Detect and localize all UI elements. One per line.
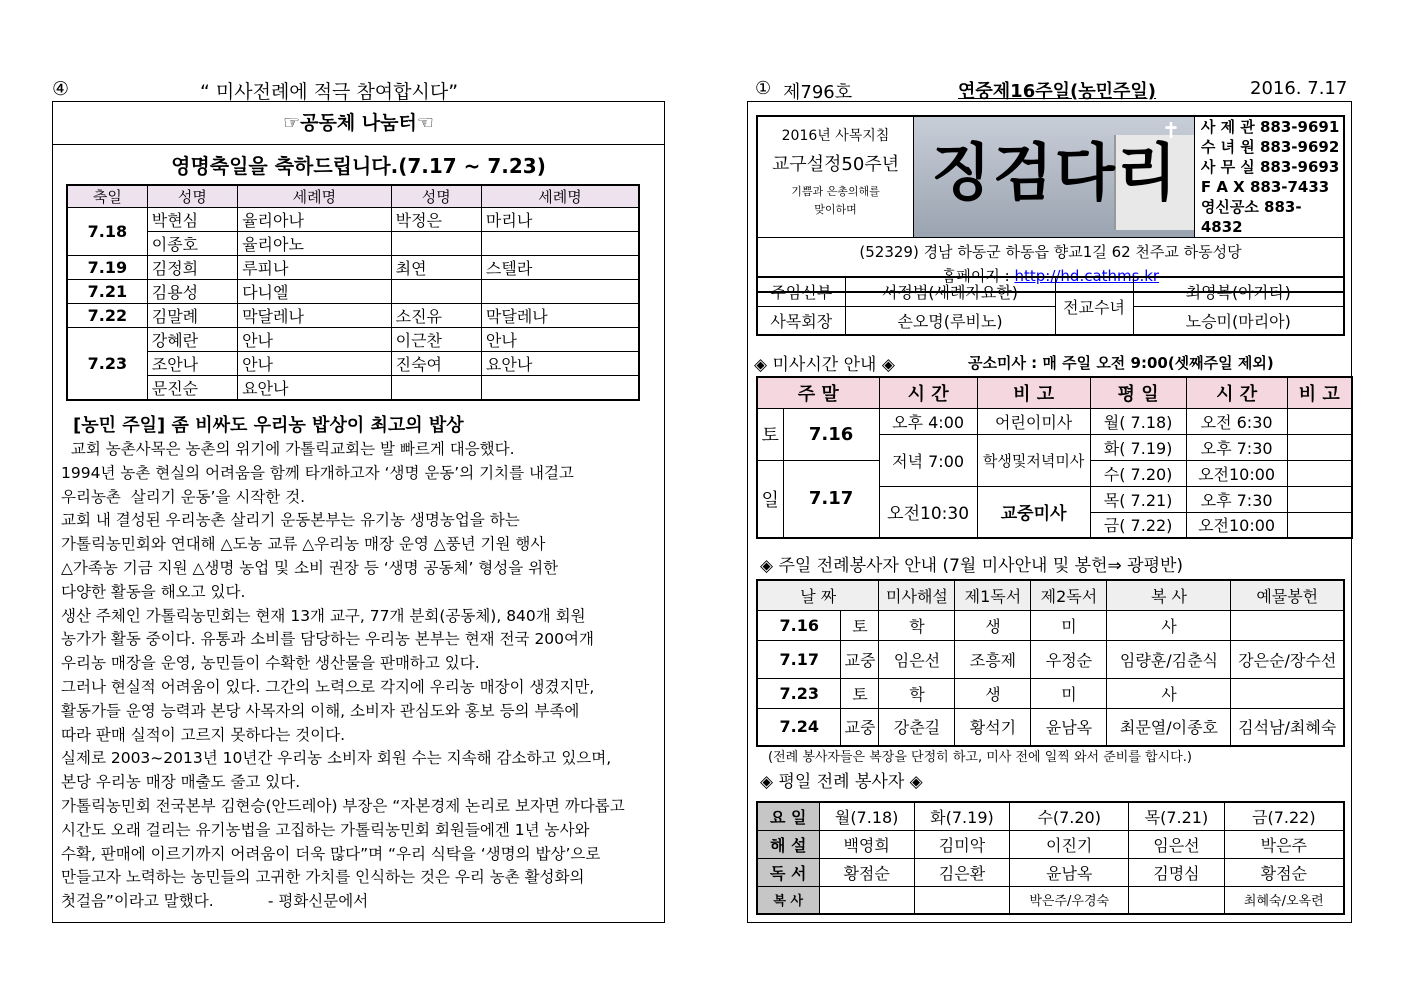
contact-item: 사 제 관 883-9691: [1200, 118, 1340, 136]
weekday-note: [1287, 460, 1352, 486]
serve-row: [757, 640, 1344, 678]
feast-baptismal-name: 스텔라: [481, 256, 639, 280]
mass-time: 오후 4:00: [879, 408, 977, 434]
week-cell: 임은선: [1129, 830, 1224, 858]
feast-name: 이종호: [147, 232, 237, 256]
feast-day-table: [66, 184, 640, 401]
feast-name: [391, 376, 481, 401]
feast-name: 진숙여: [391, 352, 481, 376]
serve-cell: 교중: [841, 640, 879, 678]
right-content-box: [747, 101, 1352, 923]
article-title: [농민 주일] 좀 비싸도 우리농 밥상이 최고의 밥상: [73, 415, 464, 436]
weekday: 목( 7.21): [1090, 486, 1186, 512]
mass-header: 비 고: [1287, 377, 1352, 408]
feast-baptismal-name: [481, 232, 639, 256]
serve-cell: 학: [879, 610, 955, 640]
feast-row: [67, 256, 639, 280]
feast-name: 이근찬: [391, 328, 481, 352]
weekday: 수( 7.20): [1090, 460, 1186, 486]
homepage-label: 홈페이지 :: [941, 267, 1015, 286]
feast-row: [67, 208, 639, 232]
week-row: [757, 802, 1344, 830]
article-body: [61, 438, 663, 914]
serve-header: 날 짜: [757, 580, 879, 610]
serve-header: 예물봉헌: [1231, 580, 1344, 610]
feast-baptismal-name: 마리나: [481, 208, 639, 232]
feast-baptismal-name: 안나: [481, 328, 639, 352]
serve-cell: 생: [955, 678, 1031, 708]
week-cell: [1129, 886, 1224, 914]
feast-name: 강혜란: [147, 328, 237, 352]
weekday-note: [1287, 434, 1352, 460]
serve-cell: 우정순: [1031, 640, 1107, 678]
serve-cell: 교중: [841, 708, 879, 746]
feast-day-title: 영명축일을 축하드립니다.(7.17 ~ 7.23): [171, 154, 546, 178]
pastor-label: 주임신부: [757, 277, 845, 306]
serve-row: [757, 708, 1344, 746]
feast-baptismal-name: [481, 280, 639, 304]
feast-header: 성명: [391, 185, 481, 208]
church-address: (52329) 경남 하동군 하동읍 향교1길 62 천주교 하동성당: [859, 243, 1242, 262]
bulletin-date: 2016. 7.17: [1250, 78, 1348, 99]
issue-number: 제796호: [783, 82, 853, 103]
feast-name: 문진순: [147, 376, 237, 401]
article-line: 수확, 판매에 이르기까지 어려움이 더욱 많다”며 “우리 식탁을 ‘생명의 밥상’으로: [61, 844, 601, 863]
council-name: 손오명(루비노): [845, 306, 1055, 335]
serve-cell: 윤남옥: [1031, 708, 1107, 746]
week-cell: 윤남옥: [1010, 858, 1129, 886]
feast-header: 세례명: [238, 185, 392, 208]
serve-header: 복 사: [1107, 580, 1231, 610]
sunday-servers-heading: ◈ 주일 전례봉사자 안내 (7월 미사안내 및 봉헌⇒ 광평반): [760, 556, 1184, 576]
church-photo-logo: [913, 116, 1194, 238]
weekday-servers-table: [756, 801, 1345, 915]
feast-name: 박현심: [147, 208, 237, 232]
weekday-note: [1287, 512, 1352, 538]
weekday-time: 오후 7:30: [1186, 486, 1287, 512]
feast-header: 축일: [67, 185, 147, 208]
article-line: 우리농촌 살리기 운동’을 시작한 것.: [61, 487, 306, 506]
article-line: 첫걸음”이라고 말했다. - 평화신문에서: [61, 892, 369, 911]
mass-header: 비 고: [977, 377, 1090, 408]
feast-date: 7.23: [67, 328, 147, 401]
week-row-label: 요 일: [757, 802, 819, 830]
article-line: 1994년 농촌 현실의 어려움을 함께 타개하고자 ‘생명 운동’의 기치를 내걸고: [61, 463, 574, 482]
serve-cell: 토: [841, 610, 879, 640]
left-page-number: ④: [52, 78, 70, 100]
feast-row: [67, 328, 639, 352]
serve-cell: 최문열/이종호: [1107, 708, 1231, 746]
weekday: 금( 7.22): [1090, 512, 1186, 538]
serve-table-body: [757, 610, 1344, 746]
article-line: 교회 농촌사목은 농촌의 위기에 가톨릭교회는 발 빠르게 대응했다.: [61, 440, 515, 458]
feast-date: 7.21: [67, 280, 147, 304]
mass-times-table: [756, 376, 1353, 539]
feast-name: 조안나: [147, 352, 237, 376]
bulletin-header: [756, 115, 1345, 293]
article-line: 본당 우리농 매장 매출도 줄고 있다.: [61, 773, 301, 792]
week-cell: [819, 886, 914, 914]
feast-date: 7.18: [67, 208, 147, 256]
weekday-note: [1287, 408, 1352, 434]
week-cell: 수(7.20): [1010, 802, 1129, 830]
feast-name: 김정희: [147, 256, 237, 280]
week-cell: 김미악: [914, 830, 1009, 858]
week-cell: 금(7.22): [1224, 802, 1344, 830]
guideline-theme: 교구설정50주년: [771, 154, 900, 175]
mass-note: 어린이미사: [977, 408, 1090, 434]
feast-name: [391, 232, 481, 256]
feast-row: [67, 232, 639, 256]
week-cell: 황점순: [819, 858, 914, 886]
weekday-time: 오전 6:30: [1186, 408, 1287, 434]
week-row-label: 해 설: [757, 830, 819, 858]
week-cell: 이진기: [1010, 830, 1129, 858]
week-cell: 황점순: [1224, 858, 1344, 886]
feast-baptismal-name: 요안나: [238, 376, 392, 401]
feast-name: [391, 280, 481, 304]
sunday-title: 연중제16주일(농민주일): [958, 81, 1156, 102]
mass-header: 시 간: [879, 377, 977, 408]
serve-cell: 7.17: [757, 640, 841, 678]
contact-item: 사 무 실 883-9693: [1200, 158, 1340, 176]
weekday-servers-heading: ◈ 평일 전례 봉사자 ◈: [760, 772, 923, 792]
sun-date: 7.17: [783, 460, 879, 538]
serve-header: 미사해설: [879, 580, 955, 610]
weekday-time: 오후 7:30: [1186, 434, 1287, 460]
homepage-link[interactable]: http://hd.cathms.kr: [1014, 267, 1160, 286]
serve-cell: 임은선: [879, 640, 955, 678]
feast-row: [67, 376, 639, 401]
serve-cell: 토: [841, 678, 879, 708]
mission-mass-note: 공소미사 : 매 주일 오전 9:00(셋째주일 제외): [968, 354, 1274, 372]
contact-item: 수 녀 원 883-9692: [1200, 138, 1340, 156]
weekday-time: 오전10:00: [1186, 512, 1287, 538]
feast-date: 7.22: [67, 304, 147, 328]
serve-cell: 황석기: [955, 708, 1031, 746]
week-row-label: 복 사: [757, 886, 819, 914]
serve-cell: 학: [879, 678, 955, 708]
left-slogan: “ 미사전례에 적극 참여합시다”: [200, 81, 459, 103]
serve-row: [757, 610, 1344, 640]
mass-time: 오전10:30: [879, 486, 977, 538]
mass-header: 주 말: [757, 377, 879, 408]
serve-header: 제1독서: [955, 580, 1031, 610]
week-table-body: [757, 802, 1344, 914]
article-line: 농가가 활동 중이다. 유통과 소비를 담당하는 우리농 본부는 현재 전국 200여개: [61, 630, 594, 649]
cross-icon: ✝: [1161, 119, 1181, 144]
article-line: 가톨릭농민회와 연대해 △도농 교류 △우리농 매장 운영 △풍년 기원 행사: [61, 535, 546, 554]
week-cell: 박은주: [1224, 830, 1344, 858]
sister-label: 전교수녀: [1055, 277, 1133, 335]
mass-header: 시 간: [1186, 377, 1287, 408]
serve-cell: 사: [1107, 678, 1231, 708]
feast-baptismal-name: 안나: [238, 328, 392, 352]
article-line: 만들고자 노력하는 농민들의 고귀한 가치를 인식하는 것은 우리 농촌 활성화의: [61, 868, 585, 887]
article-line: 활동가들 운영 능력과 본당 사목자의 이해, 소비자 관심도와 홍보 등의 부족에: [61, 701, 580, 720]
serve-header: 제2독서: [1031, 580, 1107, 610]
feast-baptismal-name: 율리아나: [238, 208, 392, 232]
week-cell: [914, 886, 1009, 914]
weekday-time: 오전10:00: [1186, 460, 1287, 486]
week-cell: 백영희: [819, 830, 914, 858]
serve-cell: 조흥제: [955, 640, 1031, 678]
feast-baptismal-name: 막달레나: [238, 304, 392, 328]
guideline-subtitle: 기쁨과 은총의해를 맞이하며: [791, 185, 880, 216]
week-cell: 월(7.18): [819, 802, 914, 830]
feast-baptismal-name: 루피나: [238, 256, 392, 280]
weekday: 화( 7.19): [1090, 434, 1186, 460]
article-line: 그러나 현실적 어려움이 있다. 그간의 노력으로 각지에 우리농 매장이 생겼지만,: [61, 677, 595, 696]
article-line: 생산 주체인 가톨릭농민회는 현재 13개 교구, 77개 분회(공동체), 840개 회원: [61, 606, 586, 625]
week-cell: 박은주/우경숙: [1010, 886, 1129, 914]
mass-header: 평 일: [1090, 377, 1186, 408]
feast-baptismal-name: 다니엘: [238, 280, 392, 304]
feast-row: [67, 280, 639, 304]
feast-header: 성명: [147, 185, 237, 208]
feast-name: 박정은: [391, 208, 481, 232]
serve-cell: 임량훈/김춘식: [1107, 640, 1231, 678]
article-line: 시간도 오래 걸리는 유기농법을 고집하는 가톨릭농민회 회원들에겐 1년 농사와: [61, 820, 590, 839]
article-line: 가톨릭농민회 전국본부 김현승(안드레아) 부장은 “자본경제 논리로 보자면 까다롭고: [61, 796, 625, 815]
council-label: 사목회장: [757, 306, 845, 335]
week-cell: 화(7.19): [914, 802, 1009, 830]
article-line: 다양한 활동을 해오고 있다.: [61, 582, 246, 601]
serve-cell: 사: [1107, 610, 1231, 640]
pastoral-guideline-box: [757, 116, 913, 238]
serve-cell: 미: [1031, 610, 1107, 640]
sun-day: 일: [757, 460, 783, 538]
feast-name: 김용성: [147, 280, 237, 304]
week-row: [757, 858, 1344, 886]
serve-cell: [1231, 678, 1344, 708]
week-row-label: 독 서: [757, 858, 819, 886]
sat-date: 7.16: [783, 408, 879, 460]
serve-cell: 강춘길: [879, 708, 955, 746]
mass-note: 학생및저녁미사: [977, 434, 1090, 486]
serve-cell: 7.23: [757, 678, 841, 708]
feast-baptismal-name: [481, 376, 639, 401]
staff-table: [756, 276, 1345, 336]
article-line: 따라 판매 실적이 고르지 못하다는 것이다.: [61, 725, 346, 744]
serve-cell: 미: [1031, 678, 1107, 708]
mass-time: 저녁 7:00: [879, 434, 977, 486]
feast-row: [67, 352, 639, 376]
serve-cell: 김석남/최혜숙: [1231, 708, 1344, 746]
feast-baptismal-name: 막달레나: [481, 304, 639, 328]
article-line: 우리농 매장을 운영, 농민들이 수확한 생산물을 판매하고 있다.: [61, 654, 480, 673]
bulletin-logo: 징검다리: [931, 136, 1179, 209]
contact-item: F A X 883-7433: [1200, 178, 1330, 196]
serve-cell: 7.16: [757, 610, 841, 640]
community-section-title: ☞공동체 나눔터☜: [53, 102, 664, 145]
left-content-box: [52, 101, 665, 923]
mass-times-heading: ◈ 미사시간 안내 ◈: [754, 355, 895, 375]
contact-list: [1194, 116, 1344, 238]
article-line: 실제로 2003~2013년 10년간 우리농 소비자 회원 수는 지속해 감소하고 있으며,: [61, 749, 612, 768]
weekday: 월( 7.18): [1090, 408, 1186, 434]
feast-date: 7.19: [67, 256, 147, 280]
week-row: [757, 830, 1344, 858]
guideline-year: 2016년 사목지침: [781, 128, 890, 144]
week-cell: 최혜숙/오옥련: [1224, 886, 1344, 914]
feast-name: 최연: [391, 256, 481, 280]
servers-note: (전례 봉사자들은 복장을 단정히 하고, 미사 전에 일찍 와서 준비를 합시다.): [768, 750, 1192, 765]
pastor-name: 서정범(세례자요한): [845, 277, 1055, 306]
weekday-note: [1287, 486, 1352, 512]
right-page-number: ①: [755, 78, 772, 99]
serve-cell: 7.24: [757, 708, 841, 746]
contact-item: 영신공소 883-4832: [1200, 198, 1302, 236]
feast-baptismal-name: 안나: [238, 352, 392, 376]
feast-table-body: [67, 208, 639, 401]
feast-name: 소진유: [391, 304, 481, 328]
week-row: [757, 886, 1344, 914]
serve-cell: 강은순/장수선: [1231, 640, 1344, 678]
sister-name: 노승미(마리아): [1133, 306, 1344, 335]
article-line: 교회 내 결성된 우리농촌 살리기 운동본부는 유기농 생명농업을 하는: [61, 511, 520, 530]
sunday-servers-table: [756, 579, 1345, 747]
week-cell: 김은환: [914, 858, 1009, 886]
article-line: △가족농 기금 지원 △생명 농업 및 소비 권장 등 ‘생명 공동체’ 형성을 위한: [61, 558, 559, 577]
feast-name: 김말례: [147, 304, 237, 328]
feast-baptismal-name: 율리아노: [238, 232, 392, 256]
feast-row: [67, 304, 639, 328]
serve-cell: 생: [955, 610, 1031, 640]
mass-note: 교중미사: [977, 486, 1090, 538]
feast-baptismal-name: 요안나: [481, 352, 639, 376]
feast-header: 세례명: [481, 185, 639, 208]
sister-name: 최영복(아가타): [1133, 277, 1344, 306]
sat-day: 토: [757, 408, 783, 460]
week-cell: 목(7.21): [1129, 802, 1224, 830]
serve-cell: [1231, 610, 1344, 640]
week-cell: 김명심: [1129, 858, 1224, 886]
serve-row: [757, 678, 1344, 708]
